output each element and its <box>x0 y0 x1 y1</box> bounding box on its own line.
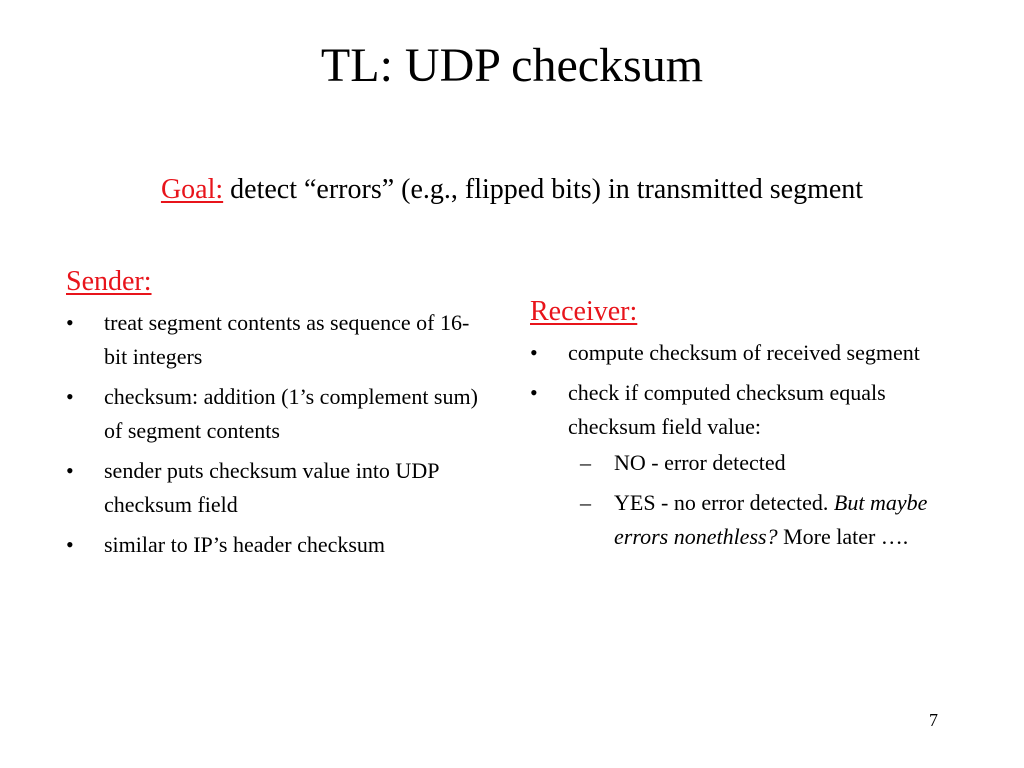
list-item-text: sender puts checksum value into UDP checksum field <box>104 458 439 517</box>
list-item <box>66 454 486 522</box>
receiver-bullet-list <box>530 336 950 554</box>
page-number: 7 <box>929 710 938 730</box>
sub-item-italic-text: But maybe errors nonethless? <box>614 490 928 549</box>
dash-icon: – <box>580 490 591 515</box>
sender-column <box>66 264 486 568</box>
list-item <box>530 376 950 554</box>
bullet-icon: • <box>530 340 538 365</box>
goal-text: detect “errors” (e.g., flipped bits) in transmitted segment <box>223 174 864 205</box>
receiver-sub-list <box>568 446 950 554</box>
dash-icon: – <box>580 450 591 475</box>
list-item-text: compute checksum of received segment <box>568 340 920 365</box>
sender-bullet-list <box>66 306 486 562</box>
bullet-icon: • <box>66 532 74 557</box>
slide-title: TL: UDP checksum <box>320 39 704 92</box>
sub-list-item <box>530 486 950 554</box>
list-item <box>66 380 486 448</box>
receiver-column <box>530 294 950 560</box>
bullet-icon: • <box>66 384 74 409</box>
goal-label: Goal: <box>160 174 224 205</box>
list-item <box>66 528 486 562</box>
sub-item-text: NO - error detected <box>614 450 786 475</box>
sender-heading: Sender: <box>66 266 152 297</box>
list-item-text: similar to IP’s header checksum <box>104 532 386 557</box>
goal-statement <box>0 172 1024 208</box>
bullet-icon: • <box>530 380 538 405</box>
bullet-icon: • <box>66 310 74 335</box>
receiver-heading: Receiver: <box>530 296 638 327</box>
sub-item-text: YES - no error detected. <box>614 490 834 515</box>
list-item <box>530 336 950 370</box>
list-item-text: treat segment contents as sequence of 16-bit integers <box>104 310 470 369</box>
sub-list-item <box>530 446 950 480</box>
bullet-icon: • <box>66 458 74 483</box>
list-item-text: checksum: addition (1’s complement sum) of segment contents <box>104 384 478 443</box>
list-item-text: check if computed checksum equals checksum field value: <box>568 380 886 439</box>
sub-item-trailing-text: More later …. <box>777 524 909 549</box>
list-item <box>66 306 486 374</box>
